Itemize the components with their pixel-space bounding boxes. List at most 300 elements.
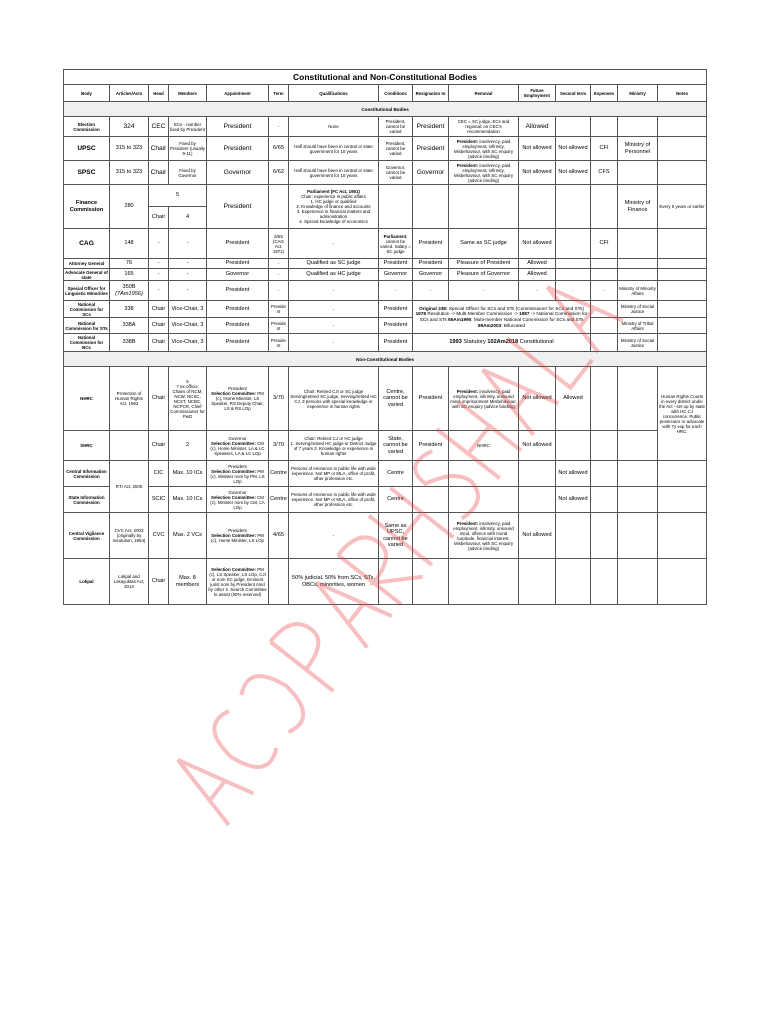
- cell-members: Fixed by President (usually 9-11): [169, 137, 207, 161]
- cell-qualifications: Half should have been in central or state government for 10 years: [289, 161, 379, 185]
- cell-appointment: [207, 461, 269, 487]
- cell-resignation: [413, 513, 449, 559]
- table-row-shrc: [64, 431, 707, 461]
- appointing-authority: President: [228, 463, 247, 469]
- cell-term: 3/70: [269, 431, 289, 461]
- cell-term: 3/70: [269, 367, 289, 431]
- cell-second-term: -: [556, 281, 591, 301]
- cell-term: [269, 185, 289, 229]
- cell-qualifications: -: [289, 281, 379, 301]
- cell-removal: [449, 487, 519, 513]
- cell-removal: CEC = SC judge, ECs and regional: on CEC's recommendation: [449, 117, 519, 137]
- cell-second-term: [556, 269, 591, 281]
- selection-committee: PM (c), Home Minister, LS LOp: [211, 533, 264, 543]
- cell-term: Centre: [269, 487, 289, 513]
- selection-committee: PM (c), Home Minister, LS Speaker, RS Deputy Chair, LS & RS LOp: [211, 391, 264, 411]
- cell-notes: [658, 281, 707, 301]
- col-header-term: Term: [269, 85, 289, 102]
- col-header-notes: Notes: [658, 85, 707, 102]
- cell-body: UPSC: [64, 137, 110, 161]
- cell-appointment: President: [207, 185, 269, 229]
- qual-chair: Chair: Retired CJI or SC judge: [303, 388, 364, 394]
- cell-conditions: [379, 229, 413, 259]
- cell-future-employment: [519, 559, 556, 605]
- cell-ministry: [618, 367, 658, 431]
- cell-qualifications: 50% judicial, 50% from SCs, STs, OBCs, minorities, women: [289, 559, 379, 605]
- removal-grounds: insolvency, paid employment, infirmity, unsound mind, imprisonment Misbehaviour, with SC enquiry (advice binding): [450, 388, 517, 409]
- cell-ministry: [618, 559, 658, 605]
- cell-term: -: [269, 269, 289, 281]
- cell-articles: 76: [110, 259, 149, 269]
- cell-future-employment: [519, 185, 556, 229]
- cell-future-employment: Not allowed: [519, 513, 556, 559]
- cell-removal: [449, 137, 519, 161]
- qual-members: 1. Serving/retired HC judge or District Judge of 7 years 2. Knowledge or experience in human rights: [290, 440, 377, 456]
- qual-members: Serving/retired SC judge, Serving/retired HC CJ, 3 persons with special knowledge or experience in human rights: [290, 393, 377, 409]
- cell-members-total: 5: [149, 185, 207, 207]
- selection-committee-label: Selection Committee:: [211, 440, 256, 446]
- cell-conditions: President, cannot be varied: [379, 117, 413, 137]
- table-row-election-commission: [64, 117, 707, 137]
- cell-head: Chair: [149, 559, 169, 605]
- cell-qualifications: [289, 367, 379, 431]
- cell-resignation: [413, 559, 449, 605]
- cell-expenses: CFS: [591, 161, 618, 185]
- cell-conditions: [379, 185, 413, 229]
- cell-appointment: President: [207, 334, 269, 352]
- cell-resignation: President: [413, 117, 449, 137]
- cell-qualifications: [289, 185, 379, 229]
- cell-body: Central Information Commission: [64, 461, 110, 487]
- cell-members: -: [169, 229, 207, 259]
- cell-future-employment: Not allowed: [519, 137, 556, 161]
- cell-qualifications: -: [289, 334, 379, 352]
- cell-second-term: Not allowed: [556, 161, 591, 185]
- selection-committee: CM (c), Minister nom by CM, LA LOp: [210, 494, 265, 510]
- cell-appointment: President: [207, 318, 269, 334]
- cell-expenses: -: [591, 281, 618, 301]
- cell-articles: 315 to 323: [110, 161, 149, 185]
- cell-appointment: [207, 487, 269, 513]
- cell-expenses: [591, 513, 618, 559]
- cell-ministry: [618, 461, 658, 487]
- cell-articles: 315 to 323: [110, 137, 149, 161]
- cell-head: CEC: [149, 117, 169, 137]
- cell-future-employment: Not allowed: [519, 431, 556, 461]
- cell-ministry: [618, 161, 658, 185]
- cell-notes: [658, 229, 707, 259]
- selection-committee: PM (c), Minister nom by PM, LS LOp: [210, 468, 265, 484]
- cell-notes: [658, 513, 707, 559]
- history-amendment: 89Am2003: [478, 322, 502, 328]
- cell-resignation: President: [413, 367, 449, 431]
- cell-resignation: [413, 185, 449, 229]
- col-header-future-employment: Future Employment: [519, 85, 556, 102]
- cell-expenses: [591, 559, 618, 605]
- cell-ministry: [618, 513, 658, 559]
- cell-articles: 338: [110, 301, 149, 318]
- cell-head: -: [149, 259, 169, 269]
- cell-qualifications: Qualified as HC judge: [289, 269, 379, 281]
- cell-body: Election Commission: [64, 117, 110, 137]
- cell-expenses: [591, 301, 618, 318]
- cell-members: Vice-Chair, 3: [169, 301, 207, 318]
- cell-ministry: [618, 117, 658, 137]
- col-header-articles: Articles/Acts: [110, 85, 149, 102]
- history-amendment: 102Am2018: [487, 339, 519, 346]
- cell-second-term: Allowed: [556, 367, 591, 431]
- col-header-body: Body: [64, 85, 110, 102]
- cell-body: Attorney General: [64, 259, 110, 269]
- section-heading-non-constitutional: Non-Constitutional Bodies: [64, 352, 707, 367]
- cell-members: -: [169, 281, 207, 301]
- cell-notes: [658, 259, 707, 269]
- cell-conditions: President: [379, 259, 413, 269]
- table-row-ncsc: [64, 301, 707, 318]
- cell-members: -: [169, 269, 207, 281]
- article-number: 350B: [122, 284, 136, 291]
- cell-qualifications: Persons of eminence in public life with wide experience. Not MP or MLA, office of profit, other profession etc.: [289, 487, 379, 513]
- table-row-upsc: [64, 137, 707, 161]
- cell-removal: Same as SC judge: [449, 229, 519, 259]
- cell-resignation: President: [413, 431, 449, 461]
- appointing-authority: Governor: [228, 435, 247, 441]
- cell-term: -: [269, 281, 289, 301]
- cell-members: Max. 2 VCs: [169, 513, 207, 559]
- cell-members: Max. 8 members: [169, 559, 207, 605]
- cell-qualifications: -: [289, 229, 379, 259]
- cell-expenses: [591, 259, 618, 269]
- cell-notes: [658, 161, 707, 185]
- cell-ministry: Ministry of Personnel: [618, 137, 658, 161]
- removal-authority: President:: [456, 520, 479, 526]
- members-count: 5: [186, 378, 189, 384]
- cell-articles: 148: [110, 229, 149, 259]
- cell-future-employment: -: [519, 281, 556, 301]
- cell-members: Vice-Chair, 3: [169, 334, 207, 352]
- history-year: 1978: [415, 311, 427, 317]
- table-row-attorney-general: [64, 259, 707, 269]
- cell-body: Special Officer for Linguistic Minorities: [64, 281, 110, 301]
- qual-line: 4. Special knowledge of economics: [299, 219, 368, 224]
- cell-second-term: [556, 229, 591, 259]
- header-row: [64, 85, 707, 102]
- cell-expenses: [591, 117, 618, 137]
- cell-conditions: -: [379, 281, 413, 301]
- cell-body: NHRC: [64, 367, 110, 431]
- cell-articles: 324: [110, 117, 149, 137]
- removal-authority: President:: [456, 388, 479, 394]
- cell-ministry: Ministry of Finance: [618, 185, 658, 229]
- cell-qualifications: -: [289, 301, 379, 318]
- cell-second-term: [556, 513, 591, 559]
- cell-notes: Human Rights Courts in every district under the Act - set up by state with HC CJ concurrence. Public prosecutor or advocate with 7y exp for each HRC.: [658, 367, 707, 461]
- cell-notes: [658, 117, 707, 137]
- cell-history-bc: [413, 334, 591, 352]
- cell-second-term: [556, 559, 591, 605]
- removal-grounds: insolvency, paid employment, infirmity, unsound mind, offence with moral turpitude, financial interest. Misbehaviour, with SC enquiry (advice binding): [453, 520, 514, 551]
- cell-removal: [449, 367, 519, 431]
- cell-conditions: Same as UPSC, cannot be varied: [379, 513, 413, 559]
- cell-expenses: [591, 334, 618, 352]
- col-header-members: Members: [169, 85, 207, 102]
- cell-ministry: [618, 269, 658, 281]
- history-original: Original 338:: [419, 305, 448, 311]
- cell-removal: [449, 161, 519, 185]
- qual-line: Chair: experience in public affairs: [301, 194, 366, 199]
- selection-committee: PM (c), LS Speaker, LS LOp, CJI or nom SC judge, Eminent jurist nom by President nmd by other 4. Search Committee to assist (50% reserved): [208, 566, 267, 597]
- cell-resignation: Governor: [413, 269, 449, 281]
- cell-head: -: [149, 269, 169, 281]
- cell-body: State Information Commission: [64, 487, 110, 513]
- cell-body: National Commission for BCs: [64, 334, 110, 352]
- cell-head: -: [149, 281, 169, 301]
- cell-articles: RTI Act, 2005: [110, 461, 149, 513]
- cell-qualifications: Half should have been in central or state government for 10 years: [289, 137, 379, 161]
- history-text: Resolution -> Multi-Member Commission ->: [426, 311, 520, 317]
- cell-head: Chair: [149, 367, 169, 431]
- cell-resignation: President: [413, 229, 449, 259]
- cell-head: Chair: [149, 137, 169, 161]
- cell-second-term: [556, 185, 591, 229]
- cell-future-employment: [519, 461, 556, 487]
- cell-members: [169, 367, 207, 431]
- cell-conditions: President: [379, 318, 413, 334]
- cell-second-term: Not allowed: [556, 461, 591, 487]
- qual-line: 2. Knowledge of finance and accounts: [296, 204, 371, 209]
- cell-expenses: [591, 367, 618, 431]
- cell-resignation: -: [413, 281, 449, 301]
- cell-head: Chair: [149, 334, 169, 352]
- history-text: : Multi-member National Commission for SCs and STs: [471, 317, 584, 322]
- cell-body: Lokpal: [64, 559, 110, 605]
- history-text: Constitutional: [518, 339, 554, 346]
- table-row-nhrc: [64, 367, 707, 431]
- cell-term: President: [269, 334, 289, 352]
- cell-articles: [110, 431, 149, 461]
- cell-head: Chair: [149, 161, 169, 185]
- cell-future-employment: Allowed: [519, 269, 556, 281]
- cell-appointment: President: [207, 281, 269, 301]
- cell-appointment: President: [207, 117, 269, 137]
- cell-expenses: [591, 318, 618, 334]
- cell-ministry: [618, 431, 658, 461]
- bodies-table: [63, 69, 707, 605]
- cell-body: Advocate General of state: [65, 269, 108, 280]
- cell-future-employment: Not allowed: [519, 161, 556, 185]
- cell-notes: [658, 269, 707, 281]
- selection-committee: CM (c), Home Minister, LA & LC Speakers, LA & LC LOp: [210, 440, 265, 456]
- cell-notes: [658, 334, 707, 352]
- selection-committee-label: Selection Committee:: [211, 566, 257, 572]
- cell-history-sc-st: [413, 301, 591, 334]
- cell-appointment: [207, 513, 269, 559]
- col-header-appointment: Appointment: [207, 85, 269, 102]
- amendment-ref: (7Am1956): [115, 290, 143, 297]
- cell-ministry: [618, 487, 658, 513]
- history-text: : Bifurcated: [501, 322, 525, 328]
- selection-committee-label: Selection Committee:: [211, 391, 257, 396]
- cell-appointment: President: [207, 259, 269, 269]
- cell-appointment: President: [207, 229, 269, 259]
- qual-title: Parliament (FC Act, 1951): [307, 189, 360, 194]
- removal-authority: President:: [456, 138, 479, 144]
- cell-notes: [658, 137, 707, 161]
- cell-term: President: [269, 318, 289, 334]
- cell-body: SPSC: [64, 161, 110, 185]
- cell-body: National Commission for STs: [64, 318, 110, 334]
- appointing-authority: Governor: [228, 489, 247, 495]
- cell-second-term: Not allowed: [556, 137, 591, 161]
- cell-members: -: [169, 259, 207, 269]
- cell-members: Fixed by Governor: [169, 161, 207, 185]
- col-header-qualifications: Qualifications: [289, 85, 379, 102]
- cell-notes: [658, 301, 707, 318]
- cell-expenses: [591, 461, 618, 487]
- table-row-ncbc: [64, 334, 707, 352]
- cell-second-term: [556, 117, 591, 137]
- cell-conditions: [379, 559, 413, 605]
- section-heading-constitutional: Constitutional Bodies: [64, 102, 707, 117]
- selection-committee-label: Selection Committee:: [211, 494, 256, 500]
- cell-articles: 280: [110, 185, 149, 229]
- table-row-ncst: [64, 318, 707, 334]
- cell-term: -: [269, 117, 289, 137]
- cell-body: National Commission for SCs: [64, 301, 110, 318]
- cell-qualifications: -: [289, 513, 379, 559]
- cell-appointment: Governor: [207, 269, 269, 281]
- cell-articles: CVC Act, 2003 (originally by resolution, 1964): [110, 513, 149, 559]
- cell-notes: Every 5 years or earlier: [658, 185, 707, 229]
- cell-expenses: [591, 185, 618, 229]
- cell-appointment: [207, 431, 269, 461]
- table-title: Constitutional and Non-Constitutional Bodies: [64, 70, 707, 85]
- col-header-expenses: Expenses: [591, 85, 618, 102]
- cell-body: CAG: [64, 229, 110, 259]
- cell-removal: [449, 185, 519, 229]
- cell-term: -: [269, 259, 289, 269]
- cell-future-employment: Allowed: [519, 259, 556, 269]
- cell-head: SCIC: [149, 487, 169, 513]
- cell-second-term: [556, 259, 591, 269]
- qual-line: 3. Experience in financial matters and administration: [296, 209, 371, 219]
- cell-term: 6/65: [269, 137, 289, 161]
- appointing-authority: President: [228, 386, 247, 391]
- cell-conditions: President: [379, 301, 413, 318]
- cell-ministry: Ministry of Social Justice: [618, 301, 658, 318]
- cell-expenses: [591, 487, 618, 513]
- col-header-head: Head: [149, 85, 169, 102]
- bodies-table-sheet: [63, 69, 706, 605]
- cell-qualifications: Persons of eminence in public life with wide experience. Not MP or MLA, office of profit, other profession etc.: [289, 461, 379, 487]
- cell-second-term: Not allowed: [556, 487, 591, 513]
- cell-articles: Protection of Human Rights Act, 1993: [110, 367, 149, 431]
- history-amendment: 65Am1990: [448, 317, 472, 322]
- col-header-resignation: Resignation to: [413, 85, 449, 102]
- cell-expenses: CFI: [591, 137, 618, 161]
- cell-removal: [449, 513, 519, 559]
- table-row-cic: [64, 461, 707, 487]
- history-text: Special Officer for SCs and STs (Commissioner for SCs and STs): [447, 305, 584, 311]
- cell-expenses: CFI: [591, 229, 618, 259]
- cell-body: Finance Commission: [64, 185, 110, 229]
- cell-articles: 338B: [110, 334, 149, 352]
- cell-second-term: [556, 431, 591, 461]
- cell-head: CIC: [149, 461, 169, 487]
- cell-term: 4/65: [269, 513, 289, 559]
- table-row-lokpal: [64, 559, 707, 605]
- cell-resignation: [413, 461, 449, 487]
- cell-notes: [658, 559, 707, 605]
- cell-expenses: [591, 431, 618, 461]
- cell-notes: [658, 487, 707, 513]
- cell-head: CVC: [149, 513, 169, 559]
- cell-removal: -: [449, 281, 519, 301]
- history-year: 1993: [449, 339, 462, 346]
- cell-term: [269, 559, 289, 605]
- cell-head: Chair: [149, 301, 169, 318]
- cell-ministry: Ministry of Tribal Affairs: [618, 318, 658, 334]
- cell-notes: [658, 318, 707, 334]
- cell-head: Chair: [149, 207, 169, 229]
- cell-body: SHRC: [64, 431, 110, 461]
- col-header-removal: Removal: [449, 85, 519, 102]
- cell-conditions: President: [379, 334, 413, 352]
- removal-grounds: insolvency, paid employment, infirmity, Misbehaviour, with SC enquiry (advice binding): [453, 138, 514, 159]
- selection-committee-label: Selection Committee:: [211, 533, 257, 538]
- appointing-authority: President: [228, 528, 247, 533]
- cell-term: President: [269, 301, 289, 318]
- cell-head: Chair: [149, 318, 169, 334]
- cell-appointment: Governor: [207, 161, 269, 185]
- table-row-cag: [64, 229, 707, 259]
- cell-qualifications: -: [289, 318, 379, 334]
- cell-future-employment: Not allowed: [519, 367, 556, 431]
- col-header-ministry: Ministry: [618, 85, 658, 102]
- cell-head: -: [149, 229, 169, 259]
- cell-resignation: [413, 487, 449, 513]
- selection-committee-label: Selection Committee:: [211, 468, 257, 474]
- cell-articles: 338A: [110, 318, 149, 334]
- cell-qualifications: [289, 431, 379, 461]
- cell-articles: 165: [110, 269, 149, 281]
- cell-members: Vice-Chair, 3: [169, 318, 207, 334]
- members-detail: 7 ex-officio: Chairs of NCM, NCW, NCSC, NCST, NCBC, NCPCR, Chief Commissioner for PwD: [170, 383, 205, 419]
- table-row-advocate-general: [64, 269, 707, 281]
- col-header-conditions: Conditions: [379, 85, 413, 102]
- cell-resignation: President: [413, 259, 449, 269]
- cell-head: Chair: [149, 431, 169, 461]
- cell-members: Max. 10 ICs: [169, 487, 207, 513]
- cell-removal: [449, 559, 519, 605]
- cell-resignation: Governor: [413, 161, 449, 185]
- history-text: Statutory: [461, 339, 488, 346]
- cell-articles: [110, 281, 149, 301]
- qual-chair: Chair: Retired CJ or HC judge: [304, 435, 363, 441]
- table-row-spsc: [64, 161, 707, 185]
- cell-removal: NHRC: [449, 431, 519, 461]
- cell-conditions: Governor: [379, 269, 413, 281]
- conditions-detail: , cannot be varied. Salary = SC judge: [380, 233, 411, 254]
- cell-articles: Lokpal and Lokayuktas Act, 2013: [110, 559, 149, 605]
- removal-authority: President:: [456, 162, 479, 168]
- cell-conditions: Centre, cannot be varied: [379, 367, 413, 431]
- cell-term: Centre: [269, 461, 289, 487]
- conditions-authority: Parliament: [383, 233, 407, 239]
- history-year: 1987: [519, 311, 530, 317]
- cell-appointment: [207, 367, 269, 431]
- cell-future-employment: Not allowed: [519, 229, 556, 259]
